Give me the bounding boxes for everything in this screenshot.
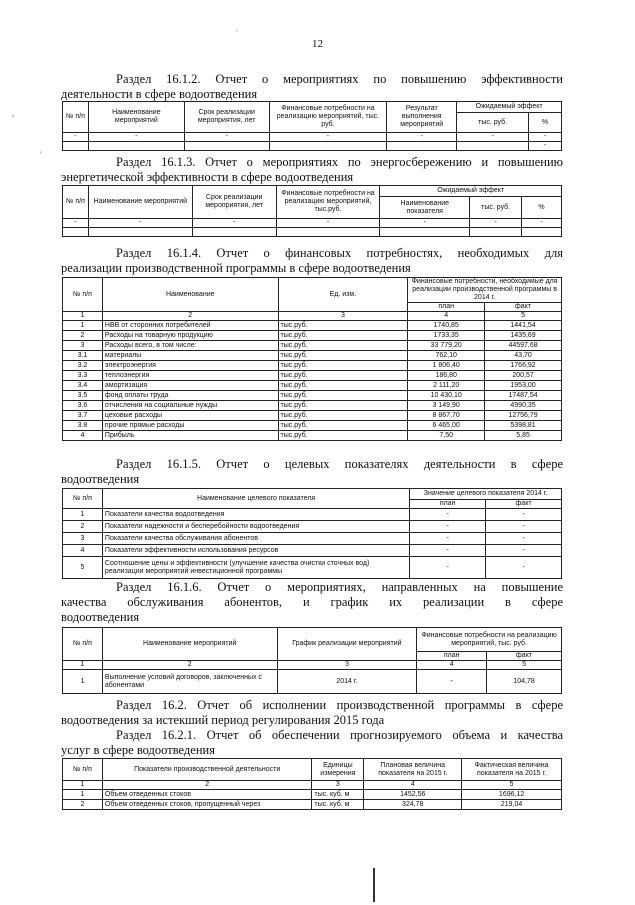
col-header: № п/п (63, 759, 103, 781)
table-row: 1 Показатели качества водоотведения - - (63, 509, 562, 521)
table-16-1-6 (62, 627, 562, 694)
table-row: 2 Показатели надежности и бесперебойности водоотведения - - (63, 521, 562, 533)
col-header: График реализации мероприятий (277, 628, 417, 661)
table-row: 1 НВВ от сторонних потребителей тыс.руб. 1740,85 1441,54 (63, 321, 562, 331)
table-row: 3.4 амортизация тыс.руб. 2 111,20 1953,00 (63, 381, 562, 391)
table-16-2-1 (62, 758, 562, 810)
col-header: Наименование целевого показателя (102, 489, 409, 509)
column-number-row: 1 2 3 4 5 (63, 661, 562, 670)
column-number-row: 1 2 3 4 5 (63, 781, 562, 790)
table-16-1-4 (62, 277, 562, 441)
page-number: 12 (312, 38, 323, 50)
col-header: Наименование мероприятий (88, 186, 192, 219)
table-row: 5 Соотношение цены и эффективности (улучшение качества очистки сточных вод) реализации мероприятий инвестиционной программы - - (63, 557, 562, 579)
col-header: тыс. руб. (457, 113, 529, 133)
table-row: 3.1 материалы тыс.руб. 762,10 43,70 (63, 351, 562, 361)
col-header: план (408, 303, 485, 312)
col-header: Наименование мероприятий (102, 628, 277, 661)
col-header: тыс. руб. (470, 197, 522, 219)
table-row: 3.2 электроэнергия тыс.руб. 1 806,40 1766,92 (63, 361, 562, 371)
table-row: - - - - - - - (63, 133, 562, 142)
col-header: № п/п (63, 102, 89, 133)
col-header: план (417, 652, 487, 661)
section-16-1-5-heading: Раздел 16.1.5. Отчет о целевых показателях деятельности в сфере водоотведения (61, 457, 563, 486)
col-header: Плановая величина показателя на 2015 г. (364, 759, 462, 781)
col-header: № п/п (63, 186, 89, 219)
scan-artifact-line (373, 868, 375, 902)
table-row: 1 Объем отведенных стоков тыс. куб. м 1452,56 1696,12 (63, 790, 562, 800)
margin-mark: , (12, 108, 15, 118)
section-16-2-heading: Раздел 16.2. Отчет об исполнении производственной программы в сфере водоотведения за истекший период регулирования 2015 года (61, 698, 563, 727)
col-header: Наименование показателя (380, 197, 470, 219)
col-header: факт (487, 652, 562, 661)
table-row: 3.6 отчисления на социальные нужды тыс.руб. 3 149,90 4990,35 (63, 401, 562, 411)
section-16-1-6-heading: Раздел 16.1.6. Отчет о мероприятиях, направленных на повышение качества обслуживания абонентов, и график их реализации в сфере водоотведения (61, 580, 563, 624)
col-header: Ожидаемый эффект (457, 102, 562, 113)
table-row: 4 Прибыль тыс.руб. 7,50 5,85 (63, 431, 562, 441)
col-header: Ед. изм. (278, 278, 408, 312)
col-header: Ожидаемый эффект (380, 186, 562, 197)
table-row: 3.3 теплоэнергия тыс.руб. 186,80 200,57 (63, 371, 562, 381)
table-row: 4 Показатели эффективности использования ресурсов - - (63, 545, 562, 557)
col-header: Финансовые потребности на реализацию мероприятий, тыс. руб. (417, 628, 562, 652)
col-header: % (522, 197, 562, 219)
col-header: Показатели производственной деятельности (102, 759, 312, 781)
table-row: 3.8 прочие прямые расходы тыс.руб. 6 465,00 5398,81 (63, 421, 562, 431)
col-header: № п/п (63, 489, 103, 509)
column-number-row: 1 2 3 4 5 (63, 312, 562, 321)
col-header: Финансовые потребности на реализацию мероприятий, тыс.руб. (276, 186, 380, 219)
col-header: Срок реализации мероприятия, лет (184, 102, 269, 133)
section-16-2-1-heading: Раздел 16.2.1. Отчет об обеспечении прогнозируемого объема и качества услуг в сфере водоотведения (61, 728, 563, 757)
col-header: Единицы измерения (312, 759, 364, 781)
table-row: 3.5 фонд оплаты труда тыс.руб. 10 430,10 17487,54 (63, 391, 562, 401)
table-row: 2 Расходы на товарную продукцию тыс.руб. 1733,35 1435,69 (63, 331, 562, 341)
col-header: факт (486, 500, 562, 509)
margin-mark: ' (236, 28, 238, 38)
col-header: № п/п (63, 628, 103, 661)
table-row (63, 228, 562, 237)
table-row: - - - - - - - (63, 219, 562, 228)
col-header: % (529, 113, 562, 133)
col-header: Значение целевого показателя 2014 г. (410, 489, 562, 500)
table-row: - (63, 142, 562, 151)
col-header: Фактическая величина показателя на 2015 г. (462, 759, 562, 781)
col-header: Финансовые потребности на реализацию мероприятий, тыс. руб. (269, 102, 387, 133)
col-header: № п/п (63, 278, 103, 312)
margin-mark: ' (40, 150, 42, 160)
table-row: 3 Показатели качества обслуживания абонентов - - (63, 533, 562, 545)
table-row: 3 Расходы всего, в том числе: тыс.руб. 33 779,20 44597,68 (63, 341, 562, 351)
col-header: факт (485, 303, 562, 312)
section-16-1-2-heading: Раздел 16.1.2. Отчет о мероприятиях по повышению эффективности деятельности в сфере водоотведения (61, 72, 563, 101)
table-16-1-2 (62, 101, 562, 151)
table-row: 3.7 цеховые расходы тыс.руб. 8 867,70 12756,79 (63, 411, 562, 421)
table-row: 2 Объем отведенных стоков, пропущенный через тыс. куб. м 324,78 219,04 (63, 800, 562, 810)
col-header: Наименование (102, 278, 278, 312)
section-16-1-4-heading: Раздел 16.1.4. Отчет о финансовых потребностях, необходимых для реализации производственной программы в сфере водоотведения (61, 246, 563, 275)
col-header: Наименование мероприятий (88, 102, 184, 133)
col-header: Результат выполнения мероприятий (387, 102, 457, 133)
table-16-1-5 (62, 488, 562, 579)
section-16-1-3-heading: Раздел 16.1.3. Отчет о мероприятиях по энергосбережению и повышению энергетической эффективности в сфере водоотведения (61, 155, 563, 184)
col-header: план (410, 500, 486, 509)
col-header: Срок реализации мероприятия, лет (192, 186, 276, 219)
table-row: 1 Выполнение условий договоров, заключенных с абонентами 2014 г. - 104,78 (63, 670, 562, 694)
table-16-1-3 (62, 185, 562, 237)
col-header: Финансовые потребности, необходимые для реализации производственной программы в 2014 г. (408, 278, 562, 303)
